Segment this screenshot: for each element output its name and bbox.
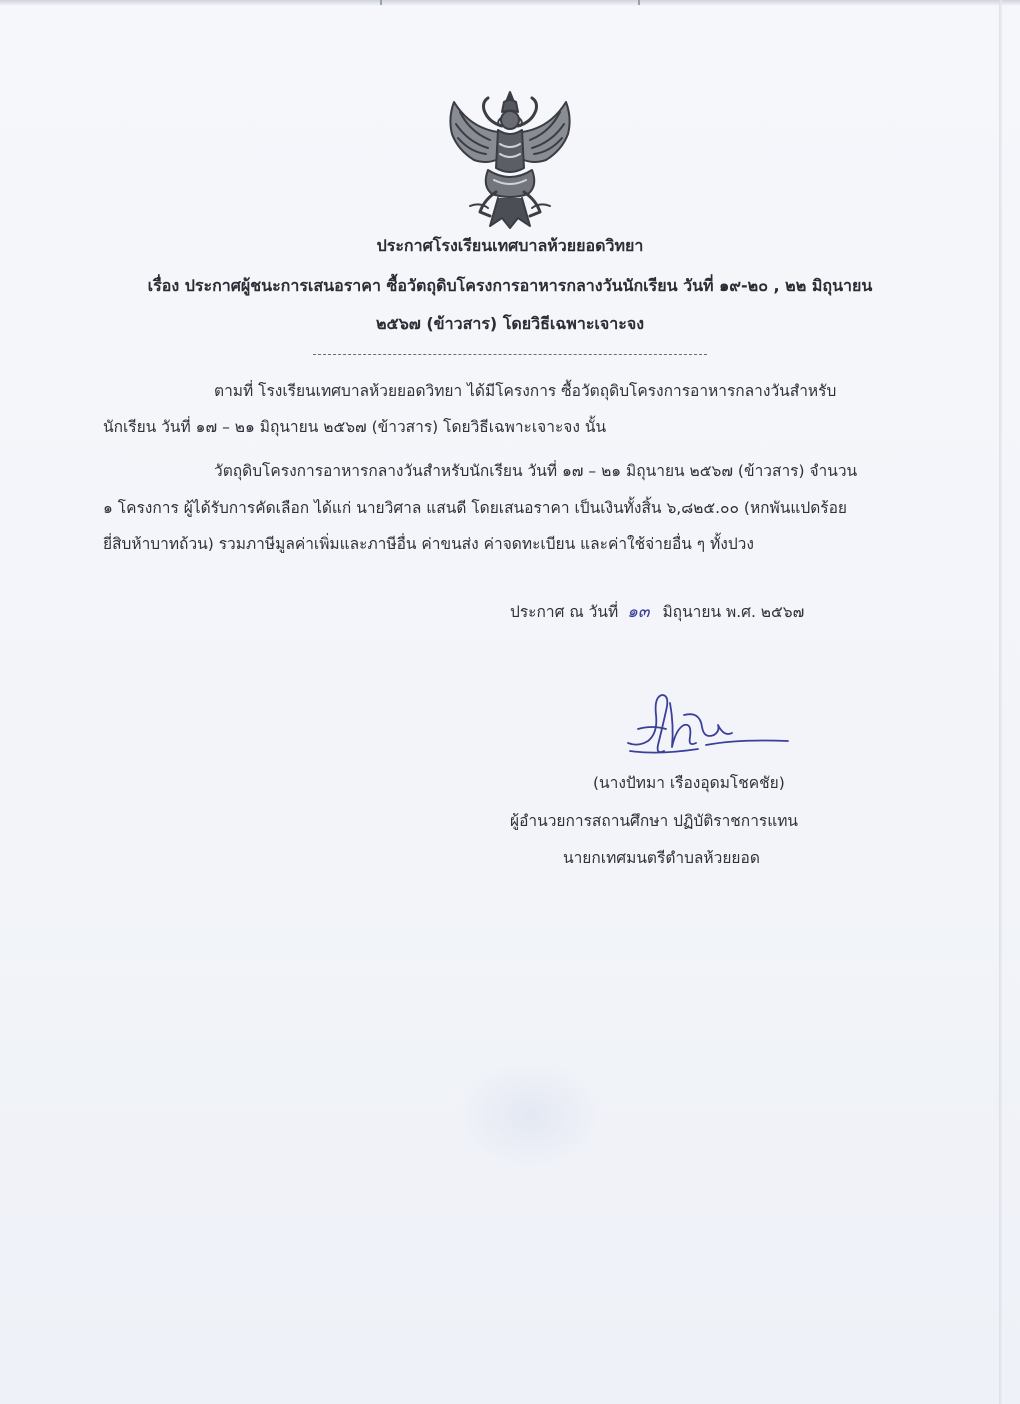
subject-line-continued: ๒๕๖๗ (ข้าวสาร) โดยวิธีเฉพาะเจาะจง bbox=[375, 314, 645, 333]
handwritten-signature bbox=[618, 685, 794, 763]
paragraph-2-line: ยี่สิบห้าบาทถ้วน) รวมภาษีมูลค่าเพิ่มและภาษีอื่น ค่าขนส่ง ค่าจดทะเบียน และค่าใช้จ่ายอื่น ๆ ทั้งปวง bbox=[103, 535, 754, 553]
subject-line: เรื่อง ประกาศผู้ชนะการเสนอราคา ซื้อวัตถุดิบโครงการอาหารกลางวันนักเรียน วันที่ ๑๙-๒๐ , ๒๒ มิถุนายน bbox=[147, 276, 873, 295]
scan-right-edge bbox=[999, 0, 1002, 1404]
date-prefix: ประกาศ ณ วันที่ bbox=[510, 603, 619, 621]
paragraph-2-line: ๑ โครงการ ผู้ได้รับการคัดเลือก ได้แก่ นายวิศาล แสนดี โดยเสนอราคา เป็นเงินทั้งสิ้น ๖,๘๒๕.๐๐ (หกพันแปดร้อย bbox=[103, 499, 847, 517]
handwritten-day: ๑๓ bbox=[627, 602, 650, 622]
scan-edge-mark bbox=[638, 0, 640, 5]
signatory-position: ผู้อำนวยการสถานศึกษา ปฏิบัติราชการแทน bbox=[510, 812, 799, 830]
date-suffix: มิถุนายน พ.ศ. ๒๕๖๗ bbox=[662, 603, 805, 621]
divider-line bbox=[313, 354, 707, 355]
scan-top-edge bbox=[0, 0, 1020, 6]
signatory-position-continued: นายกเทศมนตรีตำบลห้วยยอด bbox=[563, 849, 760, 867]
announcement-date bbox=[510, 598, 804, 625]
paragraph-1-line: นักเรียน วันที่ ๑๗ – ๒๑ มิถุนายน ๒๕๖๗ (ข้าวสาร) โดยวิธีเฉพาะเจาะจง นั้น bbox=[103, 418, 607, 436]
garuda-emblem-icon bbox=[440, 88, 580, 230]
paragraph-1-line: ตามที่ โรงเรียนเทศบาลห้วยยอดวิทยา ได้มีโครงการ ซื้อวัตถุดิบโครงการอาหารกลางวันสำหรับ bbox=[214, 382, 837, 400]
paragraph-2-line: วัตถุดิบโครงการอาหารกลางวันสำหรับนักเรียน วันที่ ๑๗ – ๒๑ มิถุนายน ๒๕๖๗ (ข้าวสาร) จำนวน bbox=[214, 462, 858, 480]
announcement-title: ประกาศโรงเรียนเทศบาลห้วยยอดวิทยา bbox=[376, 236, 644, 255]
scan-edge-mark bbox=[380, 0, 382, 5]
signatory-name: (นางปัทมา เรืองอุดมโชคชัย) bbox=[593, 774, 785, 792]
scan-smudge bbox=[455, 1060, 605, 1170]
